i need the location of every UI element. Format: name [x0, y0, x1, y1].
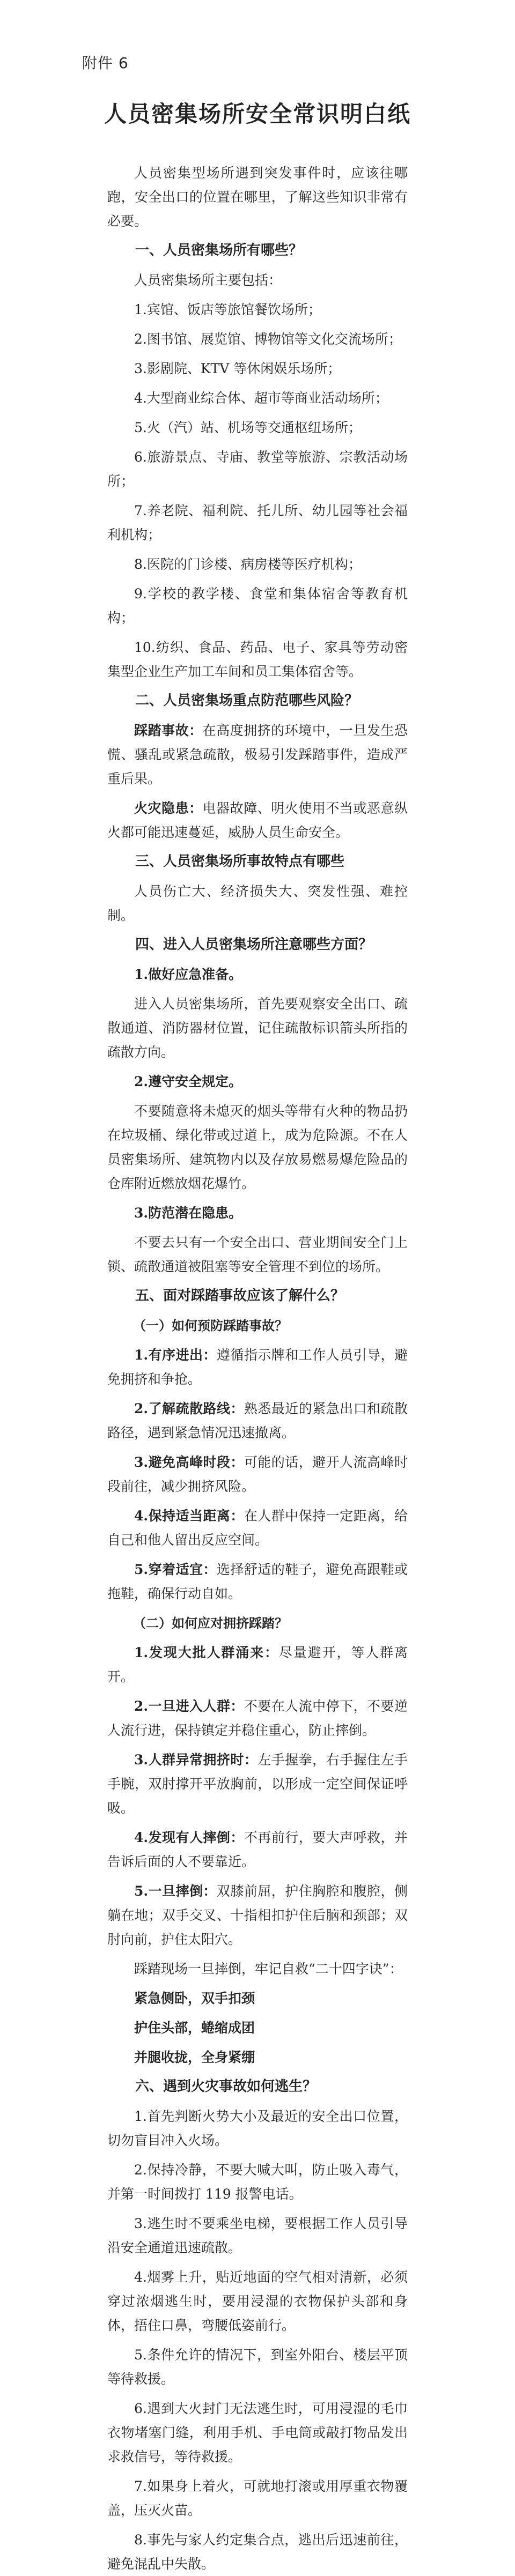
- respond-item: [107, 1879, 408, 1951]
- list-item: 9.学校的教学楼、食堂和集体宿舍等教育机构；: [107, 586, 408, 626]
- list-item: 1.宾馆、饭店等旅馆餐饮场所；: [134, 302, 321, 317]
- respond-item-text: 双膝前屈，护住胸腔和腹腔，侧躺在地；双手交叉、十指相扣护住后脑和颈部；双肘向前，护住太阳穴。: [107, 1883, 408, 1947]
- escape-item: 1.首先判断火势大小及最近的安全出口位置，切勿盲目冲入火场。: [107, 2109, 408, 2148]
- respond-item-label: 5.一旦摔倒：: [134, 1883, 217, 1899]
- section-1-heading: 一、人员密集场所有哪些？: [135, 242, 303, 258]
- escape-item: 7.如果身上着火，可就地打滚或用厚重衣物覆盖，压灭火苗。: [107, 2478, 408, 2518]
- section-6-heading: 六、遇到火灾事故如何逃生？: [135, 2078, 317, 2095]
- risk-fire-label: 火灾隐患：: [134, 800, 203, 816]
- section-3-text: 人员伤亡大、经济损失大、突发性强、难控制。: [107, 884, 408, 923]
- respond-item-label: 1.发现大批人群涌来：: [134, 1645, 279, 1660]
- risk-stampede: [107, 718, 408, 791]
- risk-fire: [107, 796, 408, 844]
- respond-item-label: 3.人群异常拥挤时：: [134, 1752, 258, 1768]
- respond-item-text: 左手握拳，右手握住左手手腕，双肘撑开平放胸前，以形成一定空间保证呼吸。: [107, 1752, 408, 1816]
- respond-item-text: 尽量避开，等人群离开。: [107, 1645, 408, 1684]
- section-4-para-3: 不要去只有一个安全出口、营业期间安全门上锁、疏散通道被阻塞等安全管理不到位的场所。: [107, 1235, 408, 1274]
- section-4-para-1: 进入人员密集场所，首先要观察安全出口、疏散通道、消防器材位置，记住疏散标识箭头所指的疏散方向。: [107, 996, 408, 1060]
- intro-paragraph: 人员密集型场所遇到突发事件时，应该往哪跑，安全出口的位置在哪里，了解这些知识非常有必要。: [107, 165, 408, 229]
- list-item: 3.影剧院、KTV 等休闲娱乐场所；: [134, 361, 341, 376]
- respond-item: [107, 1640, 408, 1689]
- respond-item-label: 2.一旦进入人群：: [134, 1698, 244, 1714]
- prevent-item-label: 1.有序进出：: [134, 1347, 217, 1363]
- escape-item: 8.事先与家人约定集合点，逃出后迅速前往，避免混乱中失散。: [107, 2532, 408, 2572]
- prevent-item-text: 可能的话，避开人流高峰时段前往，减少拥挤风险。: [107, 1454, 408, 1494]
- prevent-item: [107, 1397, 408, 1445]
- list-item: 6.旅游景点、寺庙、教堂等旅游、宗教活动场所；: [107, 449, 408, 489]
- prevent-item: [107, 1450, 408, 1498]
- prevent-item: [107, 1343, 408, 1391]
- list-item: 2.图书馆、展览馆、博物馆等文化交流场所；: [134, 331, 402, 347]
- document-body: [107, 161, 408, 2572]
- section-5-part-1: （一）如何预防踩踏事故？: [133, 1318, 288, 1333]
- section-2-heading: 二、人员密集场重点防范哪些风险？: [135, 693, 359, 709]
- section-4-para-2: 不要随意将未熄灭的烟头等带有火种的物品扔在垃圾桶、绿化带或过道上，成为危险源。不在人员密集场所、建筑物内以及存放易燃易爆危险品的仓库附近燃放烟花爆竹。: [107, 1103, 408, 1191]
- prevent-item-text: 遵循指示牌和工作人员引导，避免拥挤和争抢。: [107, 1347, 408, 1387]
- escape-item: 4.烟雾上升，贴近地面的空气相对清新，必须穿过浓烟逃生时，要用浸湿的衣物保护头部和身体，捂住口鼻，弯腰低姿前行。: [107, 2269, 408, 2333]
- prevent-item: [107, 1557, 408, 1606]
- list-item: 7.养老院、福利院、托儿所、幼儿园等社会福利机构；: [107, 503, 408, 543]
- escape-item: 5.条件允许的情况下，到室外阳台、楼层平顶等待救援。: [107, 2347, 408, 2387]
- section-3-heading: 三、人员密集场所事故特点有哪些: [135, 853, 345, 870]
- escape-item: 3.逃生时不要乘坐电梯，要根据工作人员引导沿安全通道迅速疏散。: [107, 2216, 408, 2255]
- prevent-item-label: 4.保持适当距离：: [134, 1508, 244, 1524]
- prevent-item-label: 2.了解疏散路线：: [134, 1401, 244, 1416]
- respond-item-text: 不要在人流中停下，不要逆人流行进，保持镇定并稳住重心，防止摔倒。: [107, 1698, 408, 1738]
- prevent-item: [107, 1504, 408, 1552]
- prevent-item-label: 3.避免高峰时段：: [134, 1454, 244, 1470]
- risk-stampede-text: 在高度拥挤的环境中，一旦发生恐慌、骚乱或紧急疏散，极易引发踩踏事件，造成严重后果。: [107, 723, 408, 786]
- respond-item: [107, 1825, 408, 1874]
- page-title: 人员密集场所安全常识明白纸: [104, 101, 411, 127]
- respond-item: [107, 1694, 408, 1742]
- list-item: 10.纺织、食品、药品、电子、家具等劳动密集型企业生产加工车间和员工集体宿舍等。: [107, 640, 408, 679]
- section-5-heading: 五、面对踩踏事故应该了解什么？: [135, 1288, 345, 1304]
- list-item: 5.火（汽）站、机场等交通枢纽场所；: [134, 420, 362, 435]
- respond-item-text: 不再前行，要大声呼救，并告诉后面的人不要靠近。: [107, 1830, 408, 1869]
- respond-item-label: 4.发现有人摔倒：: [134, 1830, 244, 1845]
- risk-fire-text: 电器故障、明火使用不当或恶意纵火都可能迅速蔓延，威胁人员生命安全。: [107, 800, 408, 840]
- respond-item: [107, 1748, 408, 1820]
- list-item: 4.大型商业综合体、超市等商业活动场所；: [134, 390, 388, 406]
- mnemonic-intro: 踩踏现场一旦摔倒，牢记自救“二十四字诀”：: [134, 1961, 403, 1977]
- escape-item: 6.遇到大火封门无法逃生时，可用浸湿的毛巾衣物堵塞门缝，利用手机、手电筒或敲打物品发出求救信号，等待救援。: [107, 2401, 408, 2464]
- prevent-item-text: 在人群中保持一定距离，给自己和他人留出反应空间。: [107, 1508, 408, 1548]
- mnemonic-line: 紧急侧卧，双手扣颈: [134, 1991, 255, 2006]
- mnemonic-line: 护住头部，蜷缩成团: [134, 2020, 255, 2036]
- section-1-lead: 人员密集场所主要包括：: [134, 272, 282, 288]
- list-item: 8.医院的门诊楼、病房楼等医疗机构；: [134, 556, 362, 572]
- prevent-item-text: 熟悉最近的紧急出口和疏散路径，遇到紧急情况迅速撤离。: [107, 1401, 408, 1441]
- prevent-item-label: 5.穿着适宜：: [134, 1562, 217, 1577]
- section-5-part-2: （二）如何应对拥挤踩踏？: [133, 1615, 288, 1631]
- prevent-item-text: 选择舒适的鞋子，避免高跟鞋或拖鞋，确保行动自如。: [107, 1562, 408, 1601]
- section-4-sub-1: 1.做好应急准备。: [134, 967, 242, 982]
- escape-item: 2.保持冷静，不要大喊大叫，防止吸入毒气，并第一时间拨打 119 报警电话。: [107, 2162, 408, 2202]
- risk-stampede-label: 踩踏事故：: [134, 723, 203, 738]
- section-4-sub-3: 3.防范潜在隐患。: [134, 1205, 242, 1221]
- attachment-label: 附件 6: [82, 54, 129, 72]
- section-4-heading: 四、进入人员密集场所注意哪些方面？: [135, 937, 373, 953]
- section-4-sub-2: 2.遵守安全规定。: [134, 1074, 242, 1089]
- mnemonic-line: 并腿收拢，全身紧绷: [134, 2050, 255, 2065]
